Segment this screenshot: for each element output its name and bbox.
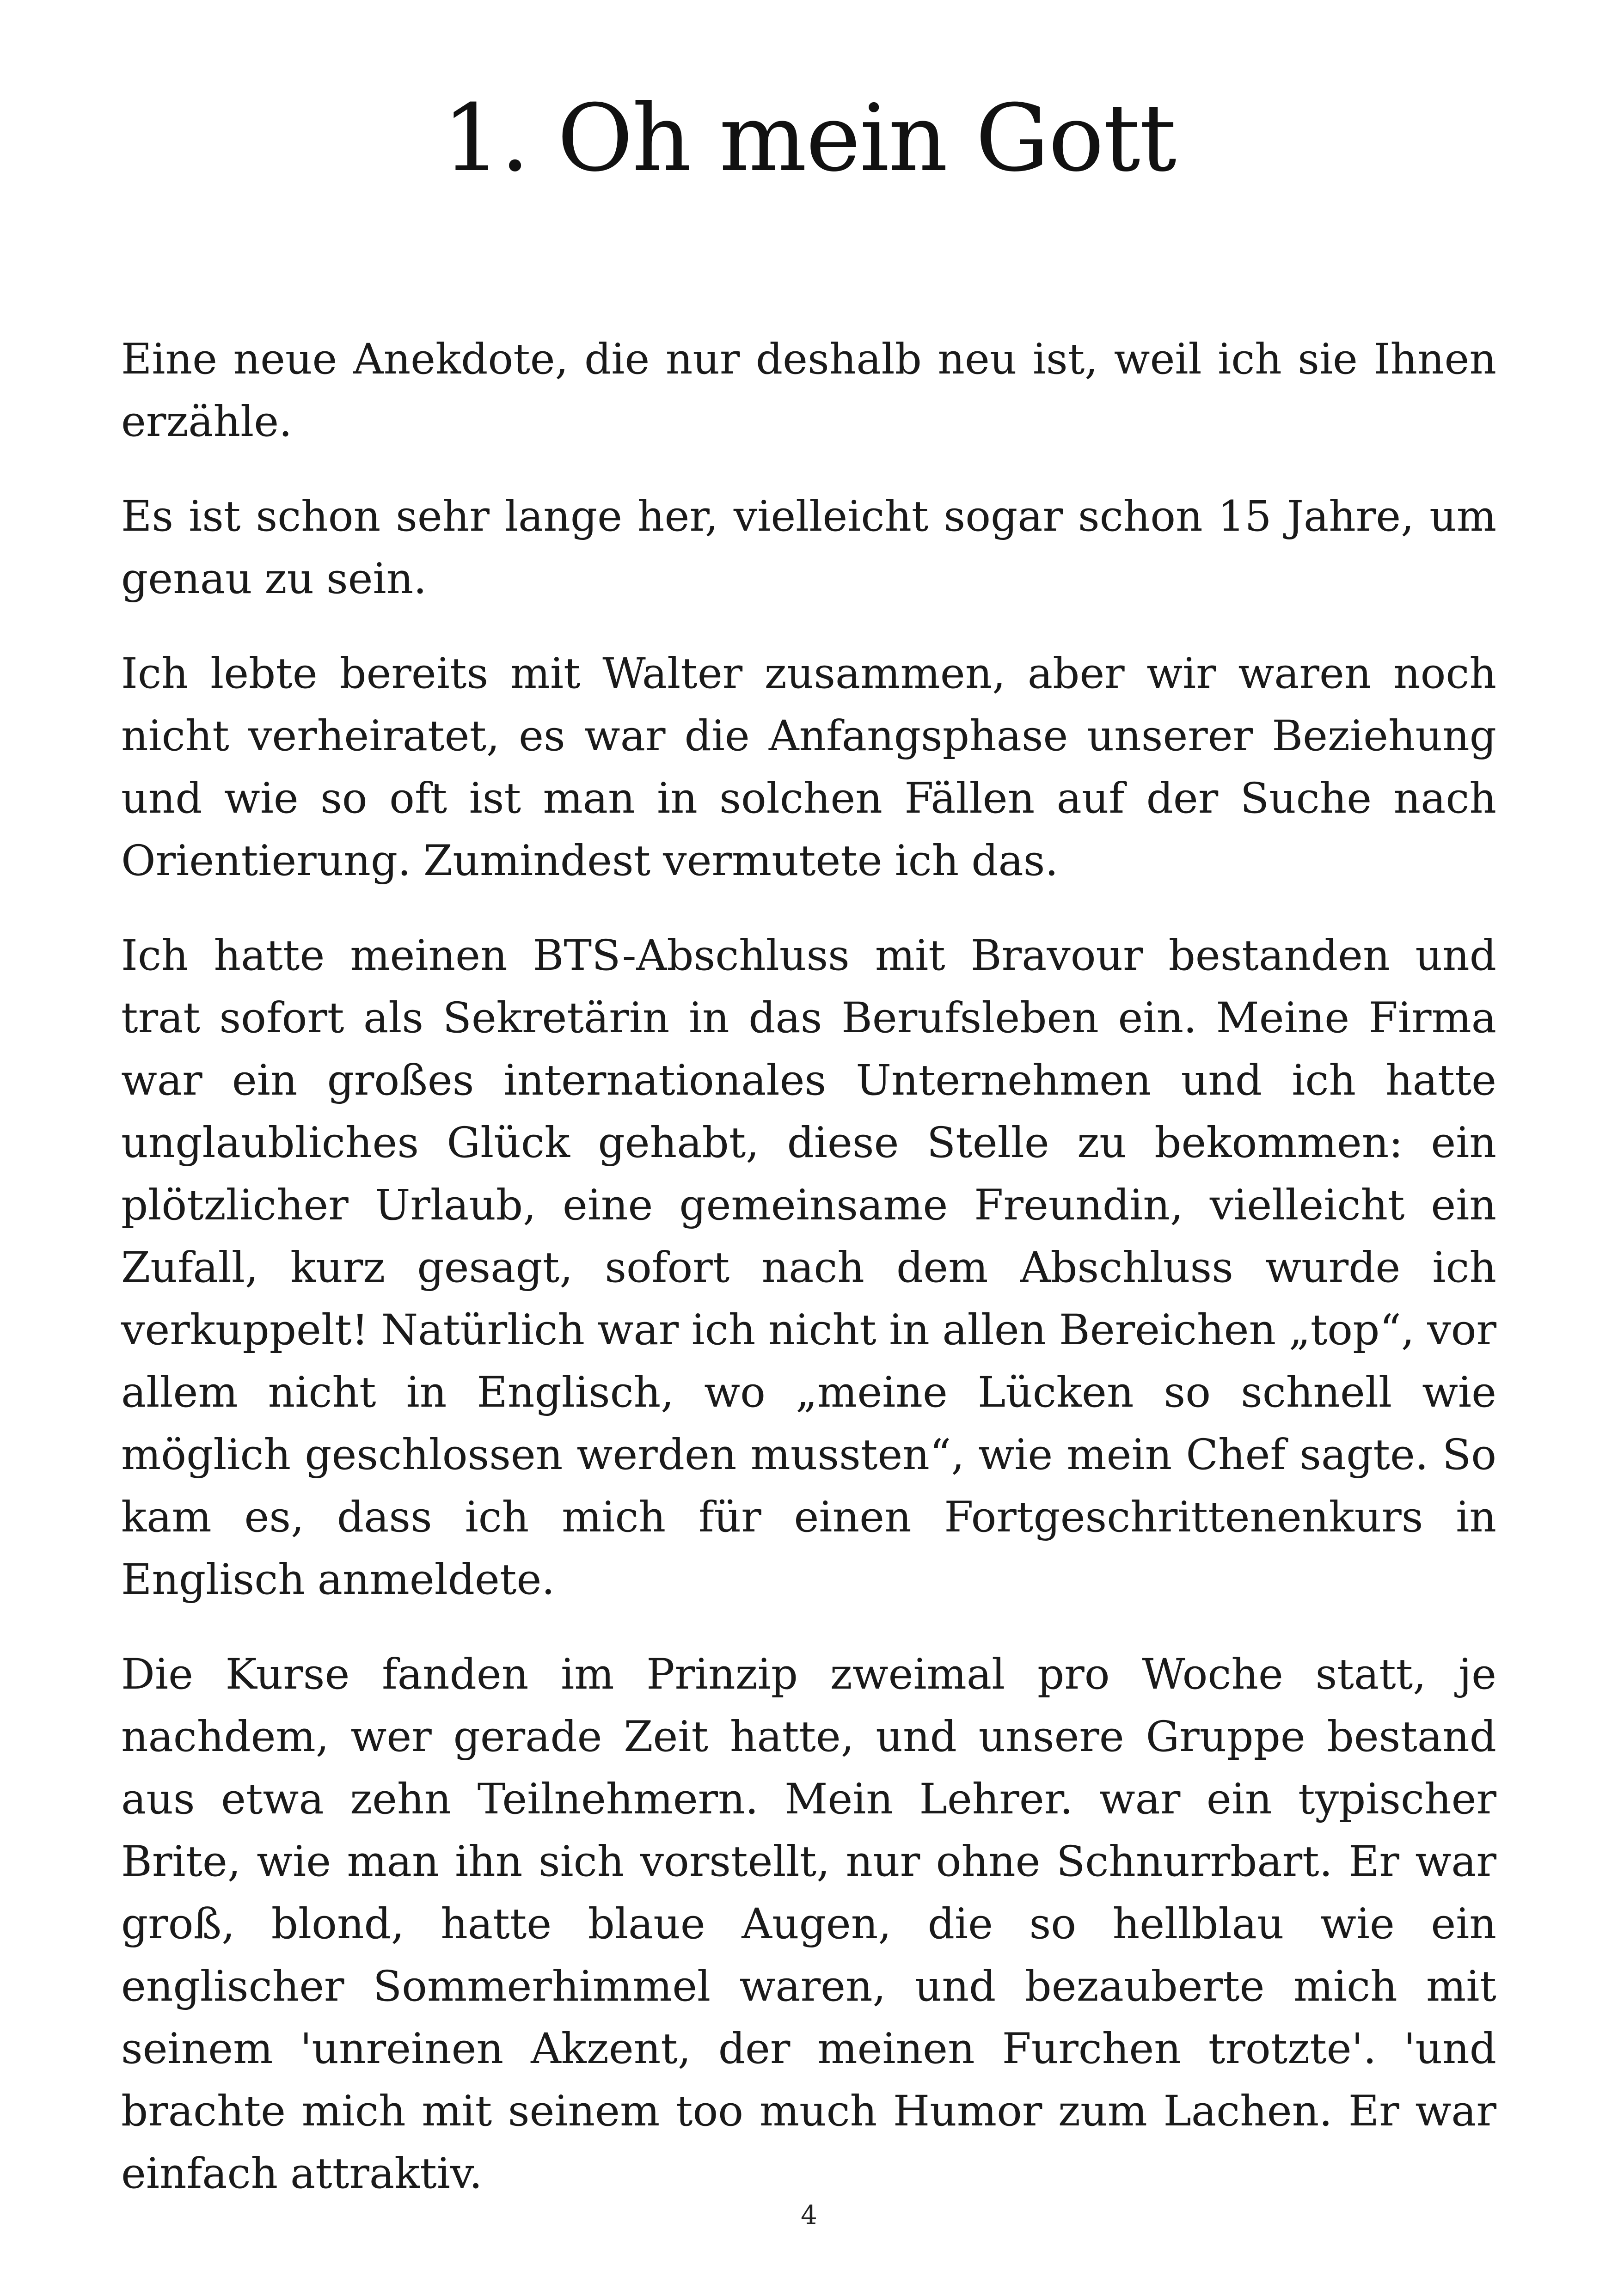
chapter-title: 1. Oh mein Gott <box>442 85 1176 192</box>
paragraph-1: Eine neue Anekdote, die nur deshalb neu ist, weil ich sie Ihnen erzähle. <box>121 335 1496 446</box>
paragraph-4: Ich hatte meinen BTS-Abschluss mit Bravour bestanden und trat sofort als Sekretärin in das Berufsleben ein. Meine Firma war ein großes internationales Unternehmen und ich hatte unglaubliches Glück gehabt, diese Stelle zu bekommen: ein plötzlicher Urlaub, eine gemeinsame Freundin, vielleicht ein Zufall, kurz gesagt, sofort nach dem Abschluss wurde ich verkuppelt! Natürlich war ich nicht in allen Bereichen „top“, vor allem nicht in Englisch, wo „meine Lücken so schnell wie möglich geschlossen werden mussten“, wie mein Chef sagte. So kam es, dass ich mich für einen Fortgeschrittenenkurs in Englisch anmeldete. <box>121 931 1496 1604</box>
paragraph-5: Die Kurse fanden im Prinzip zweimal pro Woche statt, je nachdem, wer gerade Zeit hatte, und unsere Gruppe bestand aus etwa zehn Teilnehmern. Mein Lehrer. war ein typischer Brite, wie man ihn sich vorstellt, nur ohne Schnurrbart. Er war groß, blond, hatte blaue Augen, die so hellblau wie ein englischer Sommerhimmel waren, und bezauberte mich mit seinem 'unreinen Akzent, der meinen Furchen trotzte'. 'und brachte mich mit seinem too much Humor zum Lachen. Er war einfach attraktiv. <box>121 1650 1496 2198</box>
page-number: 4 <box>801 2200 817 2230</box>
body-text <box>121 328 1496 2237</box>
paragraph-3: Ich lebte bereits mit Walter zusammen, aber wir waren noch nicht verheiratet, es war die Anfangsphase unserer Beziehung und wie so oft ist man in solchen Fällen auf der Suche nach Orientierung. Zumindest vermutete ich das. <box>121 649 1496 885</box>
paragraph-2: Es ist schon sehr lange her, vielleicht sogar schon 15 Jahre, um genau zu sein. <box>121 492 1496 603</box>
